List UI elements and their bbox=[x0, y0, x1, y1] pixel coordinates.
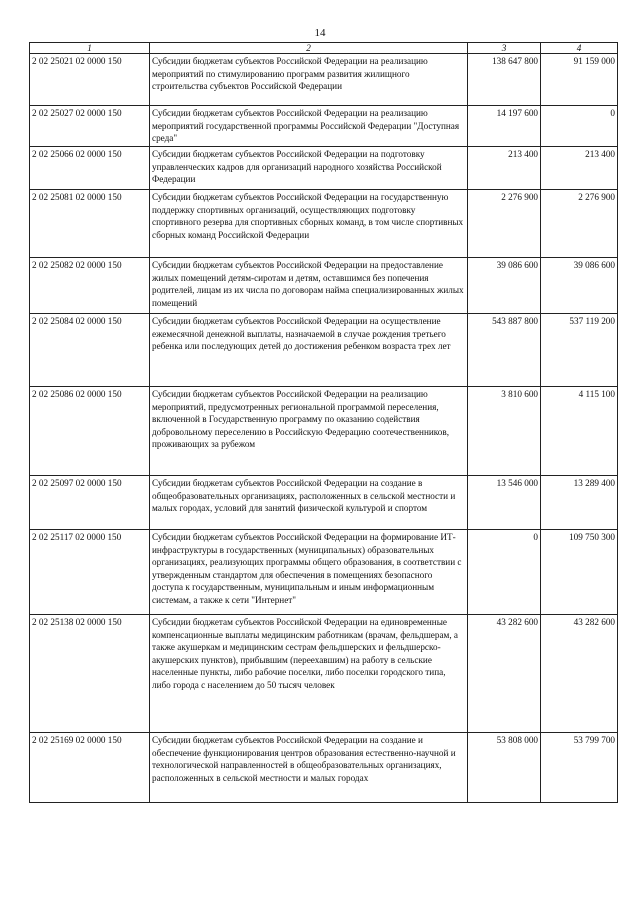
row-description: Субсидии бюджетам субъектов Российской Федерации на реализацию мероприятий по стимулированию программ развития жилищного строительства субъектов Российской Федерации bbox=[150, 54, 468, 106]
row-value-col3: 543 887 800 bbox=[468, 314, 541, 387]
row-value-col4: 43 282 600 bbox=[541, 615, 618, 733]
row-value-col3: 13 546 000 bbox=[468, 476, 541, 530]
row-value-col3: 14 197 600 bbox=[468, 106, 541, 147]
row-description: Субсидии бюджетам субъектов Российской Федерации на формирование ИТ-инфраструктуры в государственных (муниципальных) образовательных организациях, реализующих программы общего образования, в соответствии с утвержденным стандартом для обеспечения в помещениях безопасного доступа к государственным, муниципальным и иным информационным системам, а также к сети "Интернет" bbox=[150, 530, 468, 615]
table-row bbox=[30, 106, 618, 147]
table-row bbox=[30, 190, 618, 258]
row-description: Субсидии бюджетам субъектов Российской Федерации на создание в общеобразовательных организациях, расположенных в сельской местности и малых городах, условий для занятий физической культурой и спортом bbox=[150, 476, 468, 530]
row-code: 2 02 25081 02 0000 150 bbox=[30, 190, 150, 258]
row-code: 2 02 25117 02 0000 150 bbox=[30, 530, 150, 615]
table-row bbox=[30, 476, 618, 530]
row-value-col4: 213 400 bbox=[541, 147, 618, 190]
row-code: 2 02 25021 02 0000 150 bbox=[30, 54, 150, 106]
row-value-col3: 138 647 800 bbox=[468, 54, 541, 106]
row-value-col3: 39 086 600 bbox=[468, 258, 541, 314]
table-row bbox=[30, 733, 618, 803]
row-description: Субсидии бюджетам субъектов Российской Федерации на создание и обеспечение функционирования центров образования естественно-научной и технологической направленностей в общеобразовательных организациях, расположенных в сельской местности и малых городах bbox=[150, 733, 468, 803]
page-number: 14 bbox=[314, 27, 326, 39]
row-description: Субсидии бюджетам субъектов Российской Федерации на предоставление жилых помещений детям-сиротам и детям, оставшимся без попечения родителей, лицам из их числа по договорам найма специализированных жилых помещений bbox=[150, 258, 468, 314]
row-value-col4: 39 086 600 bbox=[541, 258, 618, 314]
row-code: 2 02 25086 02 0000 150 bbox=[30, 387, 150, 476]
row-value-col3: 53 808 000 bbox=[468, 733, 541, 803]
header-cell-3: 3 bbox=[468, 43, 541, 54]
row-description: Субсидии бюджетам субъектов Российской Федерации на реализацию мероприятий, предусмотренных региональной программой переселения, включенной в Государственную программу по оказанию содействия добровольному переселению в Российскую Федерацию соотечественников, проживающих за рубежом bbox=[150, 387, 468, 476]
row-value-col4: 2 276 900 bbox=[541, 190, 618, 258]
row-code: 2 02 25082 02 0000 150 bbox=[30, 258, 150, 314]
row-code: 2 02 25138 02 0000 150 bbox=[30, 615, 150, 733]
row-value-col3: 43 282 600 bbox=[468, 615, 541, 733]
header-cell-2: 2 bbox=[150, 43, 468, 54]
table-row bbox=[30, 54, 618, 106]
table-row bbox=[30, 387, 618, 476]
row-value-col3: 2 276 900 bbox=[468, 190, 541, 258]
row-value-col4: 0 bbox=[541, 106, 618, 147]
row-code: 2 02 25097 02 0000 150 bbox=[30, 476, 150, 530]
row-value-col4: 4 115 100 bbox=[541, 387, 618, 476]
row-description: Субсидии бюджетам субъектов Российской Федерации на реализацию мероприятий государственной программы Российской Федерации "Доступная среда" bbox=[150, 106, 468, 147]
row-description: Субсидии бюджетам субъектов Российской Федерации на осуществление ежемесячной денежной выплаты, назначаемой в случае рождения третьего ребенка или последующих детей до достижения ребенком возраста трех лет bbox=[150, 314, 468, 387]
row-code: 2 02 25066 02 0000 150 bbox=[30, 147, 150, 190]
budget-table bbox=[29, 42, 618, 803]
row-code: 2 02 25169 02 0000 150 bbox=[30, 733, 150, 803]
header-cell-4: 4 bbox=[541, 43, 618, 54]
row-value-col4: 91 159 000 bbox=[541, 54, 618, 106]
row-value-col3: 213 400 bbox=[468, 147, 541, 190]
row-description: Субсидии бюджетам субъектов Российской Федерации на государственную поддержку спортивных организаций, осуществляющих подготовку спортивного резерва для спортивных сборных команд, в том числе спортивных сборных команд Российской Федерации bbox=[150, 190, 468, 258]
row-value-col4: 13 289 400 bbox=[541, 476, 618, 530]
row-code: 2 02 25084 02 0000 150 bbox=[30, 314, 150, 387]
row-value-col4: 537 119 200 bbox=[541, 314, 618, 387]
row-description: Субсидии бюджетам субъектов Российской Федерации на подготовку управленческих кадров для организаций народного хозяйства Российской Федерации bbox=[150, 147, 468, 190]
row-description: Субсидии бюджетам субъектов Российской Федерации на единовременные компенсационные выплаты медицинским работникам (врачам, фельдшерам, а также акушеркам и медицинским сестрам фельдшерских и фельдшерско-акушерских пунктов), прибывшим (переехавшим) на работу в сельские населенные пункты, либо рабочие поселки, либо поселки городского типа, либо города с населением до 50 тысяч человек bbox=[150, 615, 468, 733]
row-value-col3: 3 810 600 bbox=[468, 387, 541, 476]
row-value-col4: 53 799 700 bbox=[541, 733, 618, 803]
table-header-row bbox=[30, 43, 618, 54]
table-row bbox=[30, 258, 618, 314]
row-value-col4: 109 750 300 bbox=[541, 530, 618, 615]
table-row bbox=[30, 530, 618, 615]
table-row bbox=[30, 147, 618, 190]
row-code: 2 02 25027 02 0000 150 bbox=[30, 106, 150, 147]
table-row bbox=[30, 615, 618, 733]
row-value-col3: 0 bbox=[468, 530, 541, 615]
table-row bbox=[30, 314, 618, 387]
header-cell-1: 1 bbox=[30, 43, 150, 54]
